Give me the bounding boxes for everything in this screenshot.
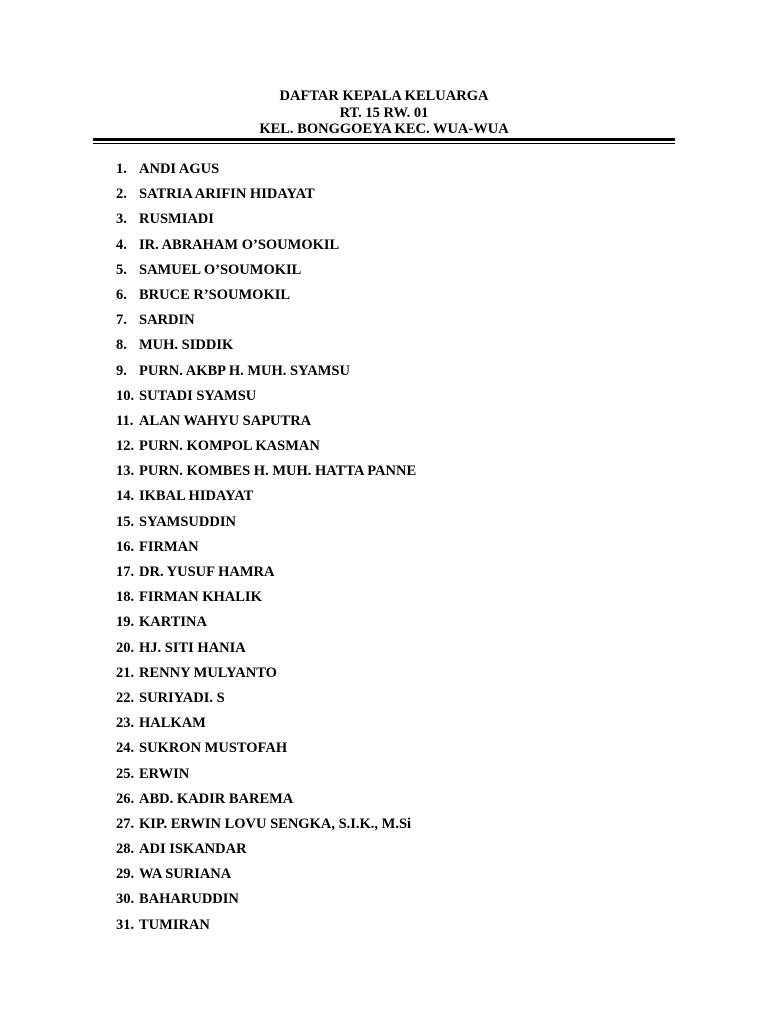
list-item-number: 9.: [116, 362, 127, 379]
list-item: [116, 765, 416, 790]
list-item: [116, 714, 416, 739]
list-item: [116, 790, 416, 815]
list-item-name: SATRIA ARIFIN HIDAYAT: [139, 186, 315, 203]
list-item-number: 18.: [116, 589, 135, 606]
list-item-number: 3.: [116, 211, 127, 228]
list-item-number: 1.: [116, 161, 127, 177]
list-item-number: 19.: [116, 614, 135, 631]
list-item: [116, 336, 416, 361]
list-item-name: FIRMAN: [139, 538, 199, 555]
list-item: [116, 487, 416, 512]
list-item-name: HALKAM: [139, 715, 206, 732]
list-item-name: ANDI AGUS: [139, 161, 220, 177]
list-item-name: RENNY MULYANTO: [139, 664, 277, 681]
list-item-name: ERWIN: [139, 765, 190, 782]
list-item: [116, 865, 416, 890]
list-item-name: SUKRON MUSTOFAH: [139, 740, 288, 757]
list-item-name: IR. ABRAHAM O’SOUMOKIL: [139, 236, 340, 253]
list-item-name: ALAN WAHYU SAPUTRA: [139, 412, 312, 429]
list-item-number: 31.: [116, 916, 135, 933]
list-item: [116, 689, 416, 714]
list-item-number: 23.: [116, 715, 135, 732]
list-item: [116, 588, 416, 613]
list-item-name: SAMUEL O’SOUMOKIL: [139, 261, 302, 278]
list-item-number: 2.: [116, 186, 127, 203]
list-item: [116, 362, 416, 387]
list-item: [116, 739, 416, 764]
list-item: [116, 890, 416, 915]
list-item-number: 11.: [116, 412, 134, 429]
list-item-number: 8.: [116, 337, 127, 354]
list-item-name: BAHARUDDIN: [139, 891, 239, 908]
family-head-list: [116, 160, 416, 941]
list-item-name: SURIYADI. S: [139, 689, 225, 706]
list-item: [116, 311, 416, 336]
list-item-number: 16.: [116, 538, 135, 555]
list-item: [116, 664, 416, 689]
list-item-name: ADI ISKANDAR: [139, 841, 247, 858]
list-item-name: KARTINA: [139, 614, 207, 631]
list-item-number: 6.: [116, 286, 127, 303]
list-item-name: PURN. KOMPOL KASMAN: [139, 438, 320, 455]
list-item-number: 30.: [116, 891, 135, 908]
document-title: DAFTAR KEPALA KELUARGA: [279, 88, 489, 104]
list-item: [116, 563, 416, 588]
list-item-number: 15.: [116, 513, 135, 530]
list-item-number: 4.: [116, 236, 127, 253]
list-item-number: 17.: [116, 564, 135, 580]
list-item: [116, 916, 416, 941]
list-item-name: SYAMSUDDIN: [139, 513, 236, 530]
list-item-name: FIRMAN KHALIK: [139, 589, 262, 606]
header-divider-thin: [93, 143, 675, 144]
list-item-name: DR. YUSUF HAMRA: [139, 564, 275, 580]
list-item-number: 10.: [116, 387, 135, 404]
list-item-name: PURN. AKBP H. MUH. SYAMSU: [139, 362, 350, 379]
header-divider-thick: [93, 138, 675, 141]
list-item-number: 21.: [116, 664, 135, 681]
list-item-number: 24.: [116, 740, 135, 757]
list-item-name: PURN. KOMBES H. MUH. HATTA PANNE: [139, 463, 417, 480]
list-item-number: 14.: [116, 488, 135, 505]
list-item-name: HJ. SITI HANIA: [139, 639, 246, 656]
list-item-name: MUH. SIDDIK: [139, 337, 234, 354]
list-item: [116, 815, 416, 840]
list-item-name: ABD. KADIR BAREMA: [139, 790, 294, 807]
list-item: [116, 639, 416, 664]
list-item: [116, 613, 416, 638]
list-item-name: TUMIRAN: [139, 916, 210, 933]
list-item-name: WA SURIANA: [139, 866, 232, 883]
list-item: [116, 387, 416, 412]
list-item-name: RUSMIADI: [139, 211, 214, 228]
list-item-number: 12.: [116, 438, 135, 455]
list-item-number: 28.: [116, 841, 135, 858]
list-item-number: 13.: [116, 463, 135, 480]
list-item-name: IKBAL HIDAYAT: [139, 488, 254, 505]
list-item-number: 26.: [116, 790, 135, 807]
list-item: [116, 437, 416, 462]
list-item: [116, 286, 416, 311]
list-item: [116, 160, 416, 185]
list-item-name: KIP. ERWIN LOVU SENGKA, S.I.K., M.Si: [139, 815, 412, 832]
list-item: [116, 513, 416, 538]
list-item-number: 25.: [116, 765, 135, 782]
document-header: [0, 88, 768, 138]
list-item-number: 29.: [116, 866, 135, 883]
kelurahan-kecamatan-line: KEL. BONGGOEYA KEC. WUA-WUA: [259, 121, 509, 137]
list-item-number: 7.: [116, 312, 127, 329]
list-item-number: 22.: [116, 689, 135, 706]
list-item-name: BRUCE R’SOUMOKIL: [139, 286, 291, 303]
list-item: [116, 236, 416, 261]
list-item: [116, 538, 416, 563]
list-item-name: SUTADI SYAMSU: [139, 387, 257, 404]
list-item: [116, 462, 416, 487]
list-item: [116, 261, 416, 286]
list-item: [116, 840, 416, 865]
list-item: [116, 412, 416, 437]
list-item: [116, 210, 416, 235]
list-item-name: SARDIN: [139, 312, 195, 329]
rt-rw-line: RT. 15 RW. 01: [339, 104, 429, 121]
list-item-number: 20.: [116, 639, 135, 656]
list-item-number: 5.: [116, 261, 127, 278]
list-item-number: 27.: [116, 815, 135, 832]
list-item: [116, 185, 416, 210]
